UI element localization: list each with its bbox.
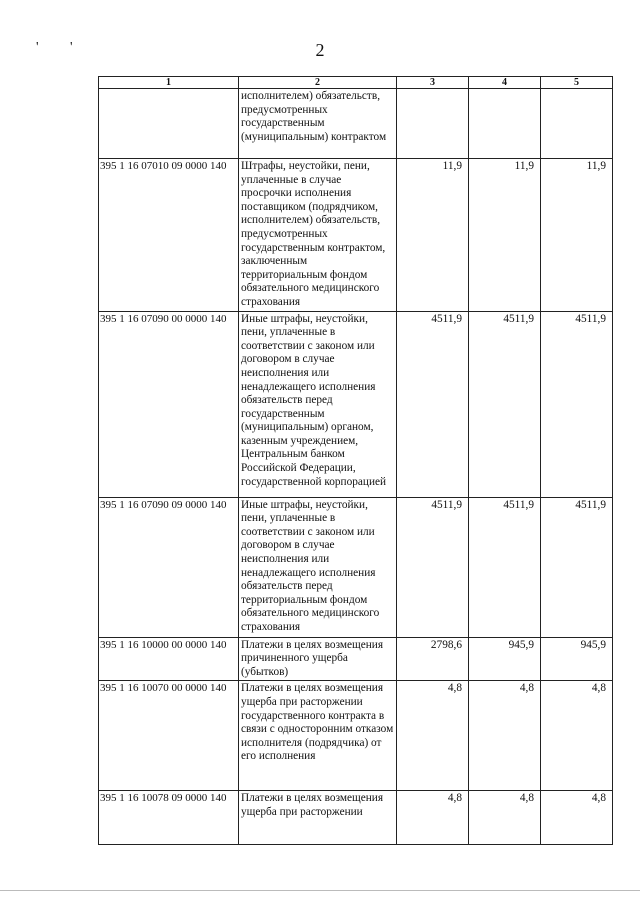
budget-code-cell: 395 1 16 10000 00 0000 140 [99, 637, 239, 681]
budget-code-cell: 395 1 16 07090 09 0000 140 [99, 497, 239, 637]
amount-cell: 4,8 [397, 791, 469, 845]
amount-cell: 4,8 [541, 681, 613, 791]
amount-cell [397, 89, 469, 159]
table-row [99, 681, 613, 791]
column-header: 5 [541, 77, 613, 89]
table-row [99, 637, 613, 681]
amount-cell: 11,9 [469, 159, 541, 312]
bottom-divider [0, 890, 640, 891]
table-row [99, 159, 613, 312]
amount-cell: 4511,9 [541, 311, 613, 497]
description-cell: Иные штрафы, неустойки, пени, уплаченные в соответствии с законом или договором в случае неисполнения или ненадлежащего исполнения обязательств перед территориальным фондом обязательного медицинского страхования [239, 497, 397, 637]
amount-cell: 4511,9 [469, 497, 541, 637]
budget-code-cell: 395 1 16 07010 09 0000 140 [99, 159, 239, 312]
amount-cell: 11,9 [397, 159, 469, 312]
amount-cell: 4,8 [469, 681, 541, 791]
amount-cell: 4,8 [397, 681, 469, 791]
amount-cell: 4511,9 [469, 311, 541, 497]
page-number: 2 [315, 40, 325, 60]
amount-cell [541, 89, 613, 159]
amount-cell: 945,9 [469, 637, 541, 681]
amount-cell: 4511,9 [541, 497, 613, 637]
column-header: 2 [239, 77, 397, 89]
description-cell: Штрафы, неустойки, пени, уплаченные в случае просрочки исполнения поставщиком (подрядчиком, исполнителем) обязательств, предусмотренных государственным контрактом, заключенным территориальным фондом обязательного медицинского страхования [239, 159, 397, 312]
budget-code-cell: 395 1 16 10078 09 0000 140 [99, 791, 239, 845]
table-row [99, 497, 613, 637]
amount-cell: 4511,9 [397, 497, 469, 637]
description-cell: Платежи в целях возмещения ущерба при расторжении [239, 791, 397, 845]
description-cell: Иные штрафы, неустойки, пени, уплаченные в соответствии с законом или договором в случае неисполнения или ненадлежащего исполнения обязательств перед государственным (муниципальным) органом, казенным учреждением, Центральным банком Российской Федерации, государственной корпорацией [239, 311, 397, 497]
amount-cell: 4511,9 [397, 311, 469, 497]
corner-mark: ' [70, 40, 73, 55]
amount-cell: 945,9 [541, 637, 613, 681]
table-row [99, 311, 613, 497]
description-cell: Платежи в целях возмещения причиненного ущерба (убытков) [239, 637, 397, 681]
column-header: 3 [397, 77, 469, 89]
amount-cell: 4,8 [541, 791, 613, 845]
budget-code-cell [99, 89, 239, 159]
column-header: 4 [469, 77, 541, 89]
amount-cell: 4,8 [469, 791, 541, 845]
table-row [99, 791, 613, 845]
budget-code-cell: 395 1 16 07090 00 0000 140 [99, 311, 239, 497]
description-cell: Платежи в целях возмещения ущерба при расторжении государственного контракта в связи с односторонним отказом исполнителя (подрядчика) от его исполнения [239, 681, 397, 791]
header-row [99, 77, 613, 89]
table-row [99, 89, 613, 159]
budget-code-cell: 395 1 16 10070 00 0000 140 [99, 681, 239, 791]
amount-cell: 11,9 [541, 159, 613, 312]
amount-cell [469, 89, 541, 159]
description-cell: исполнителем) обязательств, предусмотренных государственным (муниципальным) контрактом [239, 89, 397, 159]
corner-mark: ' [36, 40, 39, 55]
amount-cell: 2798,6 [397, 637, 469, 681]
column-header: 1 [99, 77, 239, 89]
budget-revenue-table [98, 76, 613, 845]
